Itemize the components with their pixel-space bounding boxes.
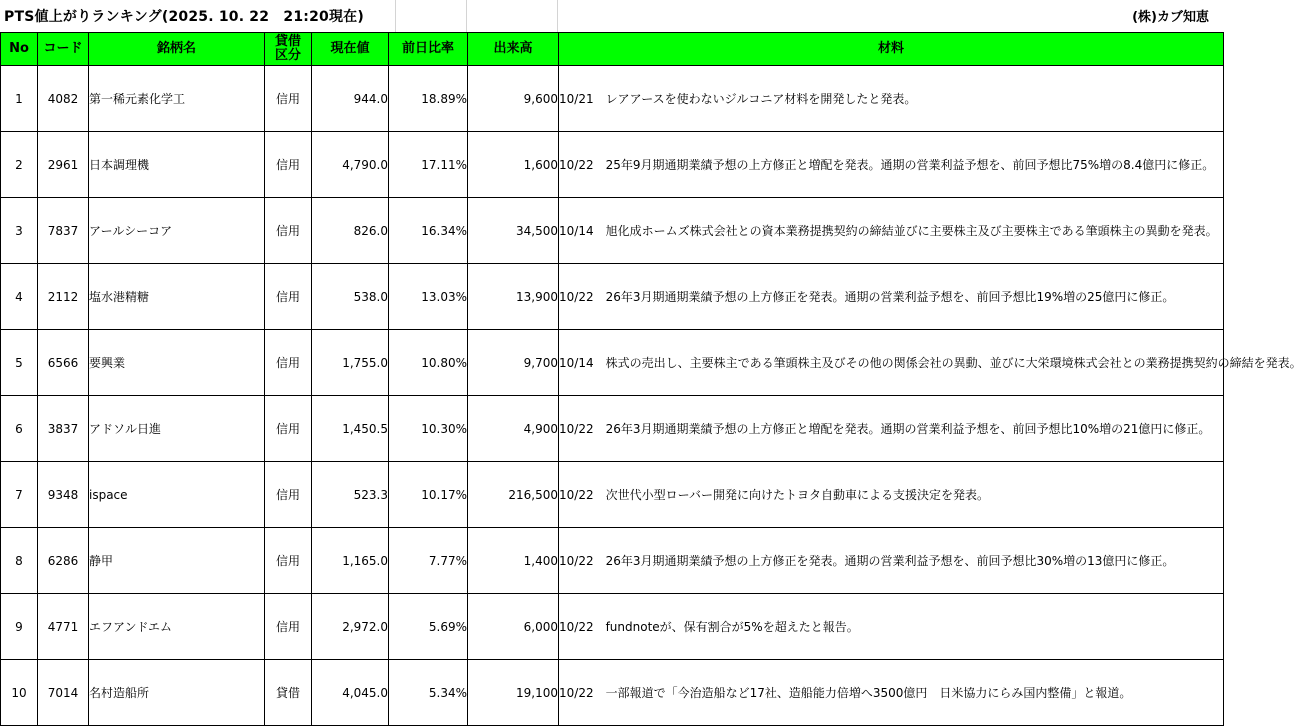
- cell-no[interactable]: 8: [1, 528, 38, 594]
- grid-line: [466, 0, 467, 32]
- cell-code[interactable]: 7837: [38, 198, 89, 264]
- title-row: [0, 0, 1223, 33]
- table-row: [1, 660, 1224, 726]
- cell-material[interactable]: 10/14 株式の売出し、主要株主である筆頭株主及びその他の関係会社の異動、並びに大栄環境株式会社との業務提携契約の締結を発表。: [559, 330, 1224, 396]
- table-row: [1, 528, 1224, 594]
- table-row: [1, 594, 1224, 660]
- cell-price[interactable]: 4,790.0: [312, 132, 389, 198]
- cell-kubun[interactable]: 信用: [265, 132, 312, 198]
- header-kubun[interactable]: [265, 33, 312, 66]
- cell-price[interactable]: 1,165.0: [312, 528, 389, 594]
- cell-kubun[interactable]: 信用: [265, 330, 312, 396]
- table-row: [1, 132, 1224, 198]
- cell-material[interactable]: 10/22 26年3月期通期業績予想の上方修正を発表。通期の営業利益予想を、前回予想比19%増の25億円に修正。: [559, 264, 1224, 330]
- cell-price[interactable]: 826.0: [312, 198, 389, 264]
- cell-name[interactable]: アドソル日進: [89, 396, 265, 462]
- cell-kubun[interactable]: 信用: [265, 594, 312, 660]
- table-row: [1, 462, 1224, 528]
- table-row: [1, 264, 1224, 330]
- header-change[interactable]: 前日比率: [389, 33, 468, 66]
- cell-change[interactable]: 18.89%: [389, 66, 468, 132]
- cell-price[interactable]: 523.3: [312, 462, 389, 528]
- cell-name[interactable]: 塩水港精糖: [89, 264, 265, 330]
- page-title: PTS値上がりランキング(2025. 10. 22 21:20現在): [4, 9, 364, 25]
- cell-change[interactable]: 7.77%: [389, 528, 468, 594]
- cell-change[interactable]: 5.69%: [389, 594, 468, 660]
- cell-change[interactable]: 13.03%: [389, 264, 468, 330]
- cell-name[interactable]: 日本調理機: [89, 132, 265, 198]
- cell-volume[interactable]: 4,900: [468, 396, 559, 462]
- cell-name[interactable]: 名村造船所: [89, 660, 265, 726]
- cell-material[interactable]: 10/22 fundnoteが、保有割合が5%を超えたと報告。: [559, 594, 1224, 660]
- table-row: [1, 396, 1224, 462]
- cell-no[interactable]: 4: [1, 264, 38, 330]
- cell-code[interactable]: 2112: [38, 264, 89, 330]
- cell-price[interactable]: 2,972.0: [312, 594, 389, 660]
- table-row: [1, 330, 1224, 396]
- header-material[interactable]: 材料: [559, 33, 1224, 66]
- cell-code[interactable]: 7014: [38, 660, 89, 726]
- cell-name[interactable]: 第一稀元素化学工: [89, 66, 265, 132]
- cell-code[interactable]: 9348: [38, 462, 89, 528]
- cell-price[interactable]: 4,045.0: [312, 660, 389, 726]
- header-row: [1, 33, 1224, 66]
- source-label: (株)カブ知恵: [1132, 10, 1209, 25]
- cell-volume[interactable]: 9,600: [468, 66, 559, 132]
- cell-material[interactable]: 10/22 一部報道で「今治造船など17社、造船能力倍増へ3500億円 日米協力にらみ国内整備」と報道。: [559, 660, 1224, 726]
- cell-name[interactable]: アールシーコア: [89, 198, 265, 264]
- cell-no[interactable]: 5: [1, 330, 38, 396]
- header-kubun-line2: 区分: [274, 48, 301, 63]
- cell-kubun[interactable]: 信用: [265, 396, 312, 462]
- cell-price[interactable]: 1,450.5: [312, 396, 389, 462]
- cell-kubun[interactable]: 貸借: [265, 660, 312, 726]
- cell-material[interactable]: 10/22 26年3月期通期業績予想の上方修正を発表。通期の営業利益予想を、前回予想比30%増の13億円に修正。: [559, 528, 1224, 594]
- cell-price[interactable]: 944.0: [312, 66, 389, 132]
- cell-kubun[interactable]: 信用: [265, 198, 312, 264]
- cell-change[interactable]: 16.34%: [389, 198, 468, 264]
- cell-code[interactable]: 3837: [38, 396, 89, 462]
- header-price[interactable]: 現在値: [312, 33, 389, 66]
- cell-no[interactable]: 10: [1, 660, 38, 726]
- cell-no[interactable]: 7: [1, 462, 38, 528]
- cell-change[interactable]: 10.80%: [389, 330, 468, 396]
- cell-material[interactable]: 10/14 旭化成ホームズ株式会社との資本業務提携契約の締結並びに主要株主及び主要株主である筆頭株主の異動を発表。: [559, 198, 1224, 264]
- cell-no[interactable]: 9: [1, 594, 38, 660]
- cell-volume[interactable]: 34,500: [468, 198, 559, 264]
- cell-change[interactable]: 17.11%: [389, 132, 468, 198]
- ranking-table: [0, 32, 1302, 726]
- cell-kubun[interactable]: 信用: [265, 528, 312, 594]
- table-row: [1, 198, 1224, 264]
- cell-name[interactable]: 要興業: [89, 330, 265, 396]
- cell-material[interactable]: 10/22 次世代小型ローバー開発に向けたトヨタ自動車による支援決定を発表。: [559, 462, 1224, 528]
- cell-no[interactable]: 6: [1, 396, 38, 462]
- cell-volume[interactable]: 9,700: [468, 330, 559, 396]
- cell-change[interactable]: 10.30%: [389, 396, 468, 462]
- cell-material[interactable]: 10/21 レアアースを使わないジルコニア材料を開発したと発表。: [559, 66, 1224, 132]
- cell-change[interactable]: 5.34%: [389, 660, 468, 726]
- cell-name[interactable]: 静甲: [89, 528, 265, 594]
- cell-material[interactable]: 10/22 26年3月期通期業績予想の上方修正と増配を発表。通期の営業利益予想を、前回予想比10%増の21億円に修正。: [559, 396, 1224, 462]
- cell-code[interactable]: 4771: [38, 594, 89, 660]
- grid-line: [557, 0, 558, 32]
- header-name[interactable]: 銘柄名: [89, 33, 265, 66]
- cell-code[interactable]: 6566: [38, 330, 89, 396]
- cell-kubun[interactable]: 信用: [265, 462, 312, 528]
- cell-change[interactable]: 10.17%: [389, 462, 468, 528]
- cell-volume[interactable]: 1,400: [468, 528, 559, 594]
- cell-price[interactable]: 1,755.0: [312, 330, 389, 396]
- cell-no[interactable]: 2: [1, 132, 38, 198]
- cell-volume[interactable]: 13,900: [468, 264, 559, 330]
- table-row: [1, 66, 1224, 132]
- cell-volume[interactable]: 216,500: [468, 462, 559, 528]
- cell-volume[interactable]: 1,600: [468, 132, 559, 198]
- cell-no[interactable]: 1: [1, 66, 38, 132]
- cell-code[interactable]: 4082: [38, 66, 89, 132]
- cell-code[interactable]: 6286: [38, 528, 89, 594]
- cell-price[interactable]: 538.0: [312, 264, 389, 330]
- cell-kubun[interactable]: 信用: [265, 66, 312, 132]
- header-no[interactable]: No: [1, 33, 38, 66]
- cell-name[interactable]: エフアンドエム: [89, 594, 265, 660]
- header-kubun-line1: 貸借: [274, 34, 301, 49]
- cell-code[interactable]: 2961: [38, 132, 89, 198]
- header-code[interactable]: コード: [38, 33, 89, 66]
- cell-material[interactable]: 10/22 25年9月期通期業績予想の上方修正と増配を発表。通期の営業利益予想を、前回予想比75%増の8.4億円に修正。: [559, 132, 1224, 198]
- cell-volume[interactable]: 19,100: [468, 660, 559, 726]
- cell-name[interactable]: ispace: [89, 462, 265, 528]
- cell-no[interactable]: 3: [1, 198, 38, 264]
- cell-kubun[interactable]: 信用: [265, 264, 312, 330]
- header-volume[interactable]: 出来高: [468, 33, 559, 66]
- cell-volume[interactable]: 6,000: [468, 594, 559, 660]
- grid-line: [395, 0, 396, 32]
